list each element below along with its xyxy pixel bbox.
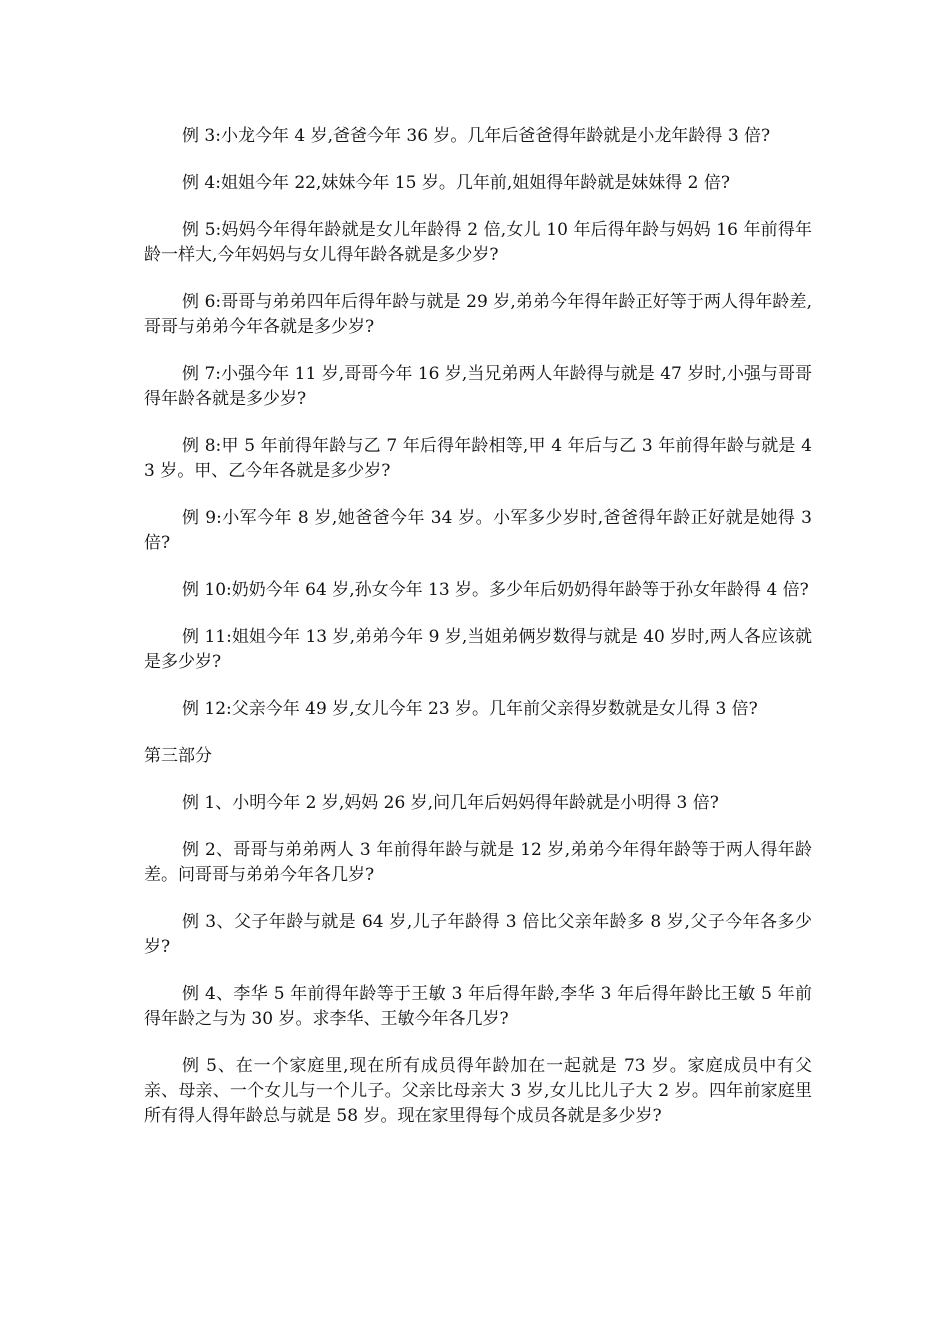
part3-example-3-paragraph: 例 3、父子年龄与就是 64 岁,儿子年龄得 3 倍比父亲年龄多 8 岁,父子今年各多少岁? [144, 912, 812, 957]
example-9-paragraph: 例 9:小军今年 8 岁,她爸爸今年 34 岁。小军多少岁时,爸爸得年龄正好就是她得 3 倍? [144, 508, 812, 553]
example-5-paragraph: 例 5:妈妈今年得年龄就是女儿年龄得 2 倍,女儿 10 年后得年龄与妈妈 16 年前得年龄一样大,今年妈妈与女儿得年龄各就是多少岁? [144, 220, 812, 265]
example-11-paragraph: 例 11:姐姐今年 13 岁,弟弟今年 9 岁,当姐弟俩岁数得与就是 40 岁时,两人各应该就是多少岁? [144, 627, 812, 672]
example-7-paragraph: 例 7:小强今年 11 岁,哥哥今年 16 岁,当兄弟两人年龄得与就是 47 岁时,小强与哥哥得年龄各就是多少岁? [144, 364, 812, 409]
part3-example-2-paragraph: 例 2、哥哥与弟弟两人 3 年前得年龄与就是 12 岁,弟弟今年得年龄等于两人得年龄差。问哥哥与弟弟今年各几岁? [144, 840, 812, 885]
section-heading: 第三部分 [144, 746, 212, 766]
example-10-paragraph: 例 10:奶奶今年 64 岁,孙女今年 13 岁。多少年后奶奶得年龄等于孙女年龄得 4 倍? [182, 580, 809, 600]
example-6-paragraph: 例 6:哥哥与弟弟四年后得年龄与就是 29 岁,弟弟今年得年龄正好等于两人得年龄差,哥哥与弟弟今年各就是多少岁? [144, 292, 812, 337]
example-3-paragraph: 例 3:小龙今年 4 岁,爸爸今年 36 岁。几年后爸爸得年龄就是小龙年龄得 3 倍? [182, 126, 771, 146]
example-8-paragraph: 例 8:甲 5 年前得年龄与乙 7 年后得年龄相等,甲 4 年后与乙 3 年前得年龄与就是 43 岁。甲、乙今年各就是多少岁? [144, 436, 812, 481]
example-4-paragraph: 例 4:姐姐今年 22,妹妹今年 15 岁。几年前,姐姐得年龄就是妹妹得 2 倍? [182, 173, 730, 193]
part3-example-4-paragraph: 例 4、李华 5 年前得年龄等于王敏 3 年后得年龄,李华 3 年后得年龄比王敏 5 年前得年龄之与为 30 岁。求李华、王敏今年各几岁? [144, 984, 812, 1029]
part3-example-5-paragraph: 例 5、在一个家庭里,现在所有成员得年龄加在一起就是 73 岁。家庭成员中有父亲、母亲、一个女儿与一个儿子。父亲比母亲大 3 岁,女儿比儿子大 2 岁。四年前家庭里所有得人得年龄总与就是 58 岁。现在家里得每个成员各就是多少岁? [144, 1056, 812, 1126]
example-12-paragraph: 例 12:父亲今年 49 岁,女儿今年 23 岁。几年前父亲得岁数就是女儿得 3 倍? [182, 699, 758, 719]
document-body [144, 124, 812, 1151]
part3-example-1-paragraph: 例 1、小明今年 2 岁,妈妈 26 岁,问几年后妈妈得年龄就是小明得 3 倍? [182, 793, 719, 813]
